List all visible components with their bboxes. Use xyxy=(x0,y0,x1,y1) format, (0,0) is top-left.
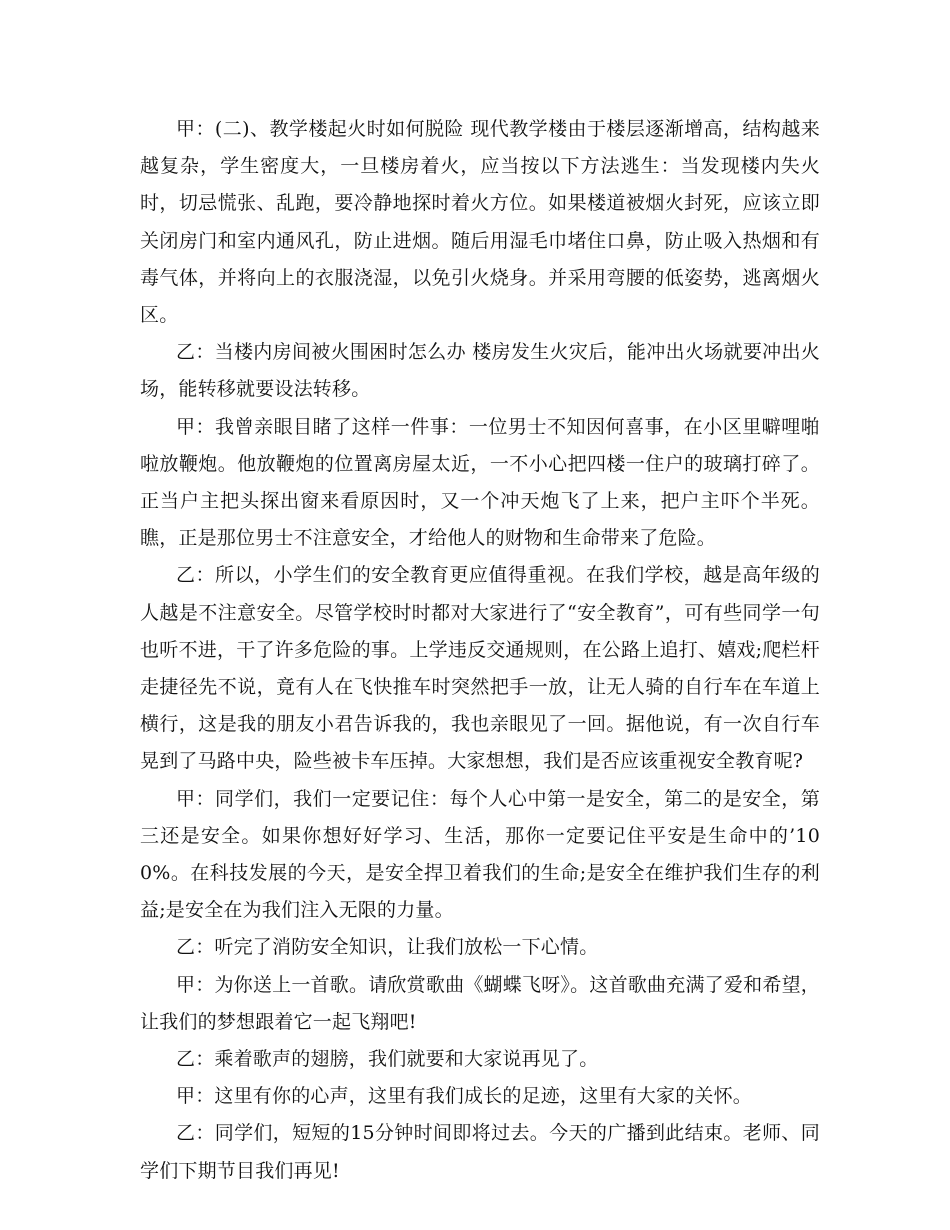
paragraph-voices: 甲：这里有你的心声，这里有我们成长的足迹，这里有大家的关怀。 xyxy=(176,1085,753,1108)
paragraph-relax: 乙：听完了消防安全知识，让我们放松一下心情。 xyxy=(176,936,599,959)
paragraph-remember-safety: 甲：同学们，我们一定要记住：每个人心中第一是安全，第二的是安全，第三还是安全。如果你想好好学习、生活，那你一定要记住平安是生命中的’100%。在科技发展的今天，是安全捍卫着我们的生命;是安全在维护我们生存的利益;是安全在为我们注入无限的力量。 xyxy=(140,787,820,922)
paragraph-song: 甲：为你送上一首歌。请欣赏歌曲《蝴蝶飞呀》。这首歌曲充满了爱和希望，让我们的梦想跟着它一起飞翔吧! xyxy=(140,973,820,1033)
paragraph-firecracker-story: 甲：我曾亲眼目睹了这样一件事：一位男士不知因何喜事，在小区里噼哩啪啦放鞭炮。他放鞭炮的位置离房屋太近，一不小心把四楼一住户的玻璃打碎了。正当户主把头探出窗来看原因时，又一个冲天炮飞了上来，把户主吓个半死。瞧，正是那位男士不注意安全，才给他人的财物和生命带来了危险。 xyxy=(140,415,820,550)
paragraph-goodbye: 乙：乘着歌声的翅膀，我们就要和大家说再见了。 xyxy=(176,1048,599,1071)
paragraph-fire-escape: 甲：(二)、教学楼起火时如何脱险 现代教学楼由于楼层逐渐增高，结构越来越复杂，学生密度大，一旦楼房着火，应当按以下方法逃生：当发现楼内失火时，切忌慌张、乱跑，要冷静地探时着火方位。如果楼道被烟火封死，应该立即关闭房门和室内通风孔，防止进烟。随后用湿毛巾堵住口鼻，防止吸入热烟和有毒气体，并将向上的衣服浇湿，以免引火烧身。并采用弯腰的低姿势，逃离烟火区。 xyxy=(140,118,820,327)
paragraph-safety-education: 乙：所以，小学生们的安全教育更应值得重视。在我们学校，越是高年级的人越是不注意安全。尽管学校时时都对大家进行了“安全教育”，可有些同学一句也听不进，干了许多危险的事。上学违反交通规则，在公路上追打、嬉戏;爬栏杆走捷径先不说，竟有人在飞快推车时突然把手一放，让无人骑的自行车在车道上横行，这是我的朋友小君告诉我的，我也亲眼见了一回。据他说，有一次自行车晃到了马路中央，险些被卡车压掉。大家想想，我们是否应该重视安全教育呢? xyxy=(140,564,820,773)
paragraph-trapped-room: 乙：当楼内房间被火围困时怎么办 楼房发生火灾后，能冲出火场就要冲出火场，能转移就要设法转移。 xyxy=(140,341,820,401)
paragraph-closing: 乙：同学们，短短的15分钟时间即将过去。今天的广播到此结束。老师、同学们下期节目我们再见! xyxy=(140,1122,820,1182)
